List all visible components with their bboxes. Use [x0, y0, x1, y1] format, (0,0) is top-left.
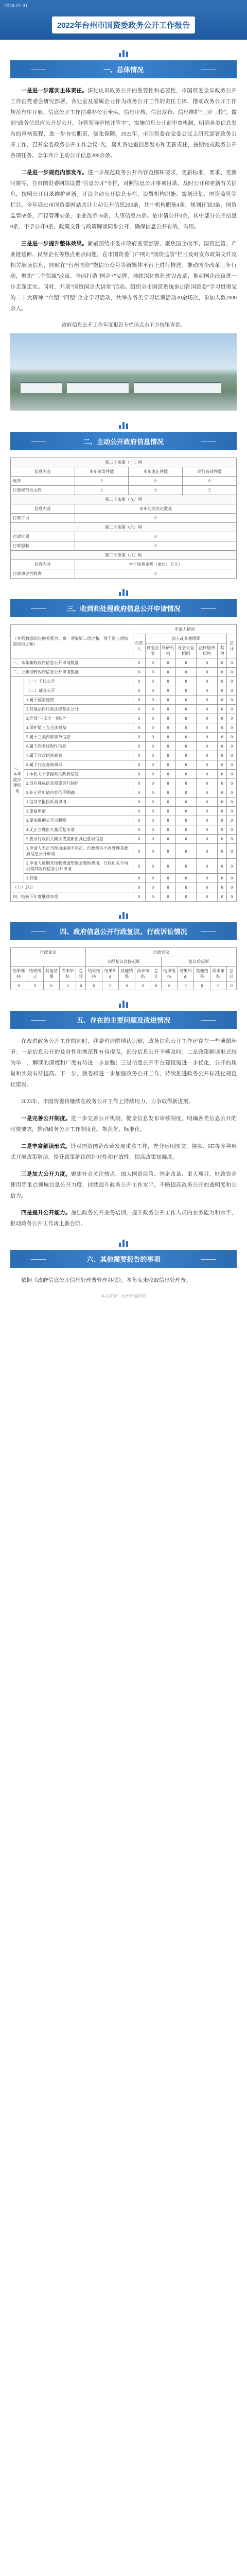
table-row	[11, 788, 237, 798]
table-cell: 0	[161, 723, 176, 733]
row-label: 3.要求提供公开出版物	[24, 816, 133, 825]
table-cell: 0	[133, 807, 145, 816]
row-label: 2.重复申请	[24, 807, 133, 816]
outcome-header: 结果纠正	[27, 967, 43, 981]
table-cell: 0	[227, 696, 237, 705]
table-cell: 0	[145, 798, 161, 807]
table-cell: 0	[227, 714, 237, 723]
table-cell: 0	[227, 723, 237, 733]
table-cell: 0	[227, 779, 237, 788]
table-row	[11, 807, 237, 816]
table-cell: 0	[133, 723, 145, 733]
table-cell: 0	[197, 798, 218, 807]
date-bar	[0, 0, 247, 11]
row-label: 6.属于四类过程性信息	[24, 742, 133, 751]
table-row	[11, 760, 237, 770]
table-cell: 0	[161, 696, 176, 705]
table-cell: 0	[197, 835, 218, 844]
table-cell: 0	[145, 859, 161, 874]
table-cell: 0	[145, 816, 161, 825]
table-cell: 0	[217, 760, 227, 770]
overview-paragraph-2: 二是进一步规范内部发布。进一步规范政务公开内容范围和要求，更新标准、要求、更新时限等，在市国资委网站设置“信息公开”专栏，对照信息公开事项目录，及时公开和更新有关信息，按照公开目录维护更新。开设主动公开信息专栏，设置机构职能、规划计划、国资监管等栏目。全年通过市国资委网站共计主动公开信息203条，其中机构职能4条，规划计划3条，国资监管59条，产权管理52条，企业改革16条，人事信息25条。依申请公开0条，其中部分公开信息0条，不予公开0条。政策文件与政策解读同步公开，确保信息公开有效、有用。	[10, 170, 237, 230]
table-cell: 0	[133, 844, 145, 859]
table-cell: 0	[217, 705, 227, 714]
problems-paragraph-2: 2023年，市国资委将继续在政务公开工作上持续用力，力争取得新进展。	[21, 1099, 194, 1105]
row-label: 8.属于行政查询事项	[24, 760, 133, 770]
table-row	[11, 677, 237, 686]
table-cell: 0	[145, 677, 161, 686]
table-cell: 0	[102, 981, 119, 990]
table-cell: 0	[227, 844, 237, 859]
table-cell: 0	[227, 835, 237, 844]
table-cell: 0	[217, 779, 227, 788]
table-cell: 0	[145, 807, 161, 816]
table-cell: 0	[133, 677, 145, 686]
table-cell: 0	[194, 981, 210, 990]
table-cell: 0	[161, 668, 176, 677]
table-row	[11, 770, 237, 779]
applicant-type-header: 科研机构	[161, 643, 176, 658]
row-label: （七）总计	[11, 883, 133, 892]
table-cell: 0	[161, 835, 176, 844]
row-label: 2.没有现成信息需要另行制作	[24, 779, 133, 788]
applicant-type-header: 商业企业	[145, 643, 161, 658]
table-cell: 0	[145, 883, 161, 892]
overview-note: 政府信息公开工作年度报告专栏请点击下方按钮查看。	[62, 323, 185, 328]
table-row	[11, 658, 237, 668]
section-title-requests: 三、收到和处理政府信息公开申请情况	[10, 599, 237, 617]
section-bar-icon	[10, 421, 237, 429]
table-cell: 0	[175, 677, 197, 686]
row-label: 1.属于国家秘密	[24, 696, 133, 705]
table-cell: 0	[197, 770, 218, 779]
outcome-header: 总计	[76, 967, 86, 981]
table-cell: 0	[217, 686, 227, 696]
table-cell: 0	[175, 779, 197, 788]
table-cell: 0	[175, 686, 197, 696]
table-cell: 0	[175, 751, 197, 760]
table-cell: 0	[227, 874, 237, 883]
table-cell: 0	[217, 859, 227, 874]
table-cell: 0	[133, 779, 145, 788]
report-title: 2022年台州市国资委政务公开工作报告	[52, 16, 195, 33]
table-cell: 0	[27, 981, 43, 990]
table-cell: 0	[175, 816, 197, 825]
table-cell: 0	[175, 788, 197, 798]
outcome-header: 尚未审结	[60, 967, 76, 981]
table-cell: 0	[217, 798, 227, 807]
table-cell: 0	[161, 770, 176, 779]
table-cell: 0	[175, 835, 197, 844]
table-cell: 0	[197, 760, 218, 770]
table-cell: 0	[217, 723, 227, 733]
section-bar-icon	[10, 588, 237, 596]
table-cell: 0	[133, 686, 145, 696]
table-cell: 0	[133, 760, 145, 770]
table-cell: 0	[145, 835, 161, 844]
row-label: 3.其他	[24, 874, 133, 883]
hero-banner	[0, 11, 247, 40]
source-note: 本文来源：台州市国资委	[101, 1294, 146, 1298]
section-bar-icon	[10, 1239, 237, 1247]
row-label: 5.属于三类内部事务信息	[24, 733, 133, 742]
table-cell: 0	[227, 892, 237, 902]
table-cell: 0	[133, 825, 145, 835]
table-cell: 0	[145, 714, 161, 723]
table-cell: 0	[197, 807, 218, 816]
table-cell: 0	[145, 723, 161, 733]
table-cell: 0	[227, 798, 237, 807]
table-row	[11, 874, 237, 883]
outcome-header: 结果纠正	[102, 967, 119, 981]
table-row	[11, 883, 237, 892]
table-cell: 0	[145, 760, 161, 770]
table-cell: 0	[175, 714, 197, 723]
table-cell: 0	[133, 835, 145, 844]
problems-paragraph-1: 在改进政务公开工作的同时，我委也清醒地认识到，政务信息公开工作还存在一些薄弱环节：一是信息公开的及时性和规范性有待提高，部分信息公开不够及时；二是政策解读形式较为单一，解读的深度和广度有待进一步加强；三是信息公开平台建设需进一步优化，公开的质量和实效有待提高。下一步，我委将进一步加强政务公开工作，持续推进政务公开标准化规范化建设。	[10, 1039, 237, 1088]
applicant-type-header: 其他	[217, 643, 227, 658]
table-cell: 0	[145, 874, 161, 883]
table-cell: 0	[227, 807, 237, 816]
table-cell: 0	[227, 883, 237, 892]
table-row	[11, 733, 237, 742]
table-cell: 0	[145, 705, 161, 714]
table-row	[11, 696, 237, 705]
table-cell: 0	[161, 705, 176, 714]
table-cell: 0	[197, 751, 218, 760]
table-cell: 0	[197, 742, 218, 751]
outcome-header: 其他结果	[43, 967, 60, 981]
table-row	[11, 705, 237, 714]
table-cell: 0	[133, 714, 145, 723]
table-cell: 0	[161, 686, 176, 696]
table-cell: 0	[145, 751, 161, 760]
table-cell: 0	[197, 705, 218, 714]
table-cell: 0	[227, 760, 237, 770]
table-row	[11, 742, 237, 751]
table-cell: 0	[197, 874, 218, 883]
table-cell: 0	[197, 714, 218, 723]
table-cell: 0	[197, 892, 218, 902]
table-cell: 0	[161, 751, 176, 760]
table-cell: 0	[161, 981, 178, 990]
table-cell: 0	[217, 892, 227, 902]
table-cell: 0	[133, 668, 145, 677]
table-cell: 0	[161, 807, 176, 816]
section-bar-icon	[10, 49, 237, 57]
section-bar-icon	[10, 999, 237, 1008]
outcome-header: 总计	[226, 967, 236, 981]
table-cell: 0	[161, 825, 176, 835]
row-label: 5.要求行政机关确认或重新出具已获取信息	[24, 835, 133, 844]
table-cell: 0	[217, 825, 227, 835]
table-cell: 0	[227, 751, 237, 760]
table-cell: 0	[227, 816, 237, 825]
table-cell: 0	[175, 723, 197, 733]
table-cell: 0	[197, 677, 218, 686]
table-cell: 0	[133, 742, 145, 751]
table-cell: 0	[197, 825, 218, 835]
outcome-header: 结果维持	[11, 967, 27, 981]
result-group-label: 三、本年度办理结果	[11, 677, 24, 883]
table-cell: 0	[145, 733, 161, 742]
table-cell: 0	[175, 696, 197, 705]
table-cell: 0	[161, 816, 176, 825]
table-cell: 0	[161, 677, 176, 686]
outcome-header: 结果维持	[161, 967, 178, 981]
row-label: 1.申请人无正当理由逾期不补正、行政机关不再处理其政府信息公开申请	[24, 844, 133, 859]
table-cell: 0	[197, 696, 218, 705]
table-cell: 0	[197, 859, 218, 874]
table-cell: 0	[175, 883, 197, 892]
table-row	[11, 798, 237, 807]
table-row	[11, 816, 237, 825]
table-cell: 0	[133, 751, 145, 760]
proactive-disclosure-table: 第二十条第（一）项 信息内容 本年制发件数 本年废止件数 现行有效件数 规章 0 0 0 行政规范性文件 0 0 5 第二十条第（五）项 信息内容 本年处理决定数量 行政许可 0 第二十条第（六）项 行政处罚 0 行政强制 0 第二十条第（八）项 信息内容 本年收费金额（单位：万元） 行政事业性收费 0	[10, 457, 237, 579]
table-cell: 0	[178, 981, 194, 990]
table-cell: 0	[210, 981, 226, 990]
table-row	[11, 825, 237, 835]
review-litigation-table: 行政复议 行政诉讼 未经复议直接起诉 复议后起诉 结果维持 结果纠正 其他结果 尚未审结 总计 结果维持 结果纠正 其他结果 尚未审结 总计 结果维持 结果纠正 其他结果 尚未审结 总计 0 0 0 0 0 0 0 0 0 0 0 0 0 0 0	[10, 947, 237, 990]
row-label: 7.属于行政执法案卷	[24, 751, 133, 760]
table-cell: 0	[76, 981, 86, 990]
table-cell: 0	[145, 658, 161, 668]
table-cell: 0	[197, 844, 218, 859]
table-cell: 0	[217, 658, 227, 668]
outcome-header: 其他结果	[118, 967, 135, 981]
table-cell: 0	[227, 770, 237, 779]
publish-date: 2024-01-31	[4, 3, 28, 8]
problems-paragraph-4: 二是丰富解读形式。针对国资国企改革发展重点工作，充分运用图文、视频、H5等多种形式开展政策解读，提升政策解读的针对性和有效性，提高政策知晓度。	[10, 1144, 237, 1160]
overview-paragraph-3: 三是进一步提升整体效果。紧紧围绕市委市政府重要部署，聚焦国企改革、国资监管、产业链延伸、民营企业等热点难点问题，在市国资委门户网站“国资监管”栏目及时发布政策文件及相关解读信息，同时在“台州国资”微信公众号等新媒体平台上进行推送。推动国企改革三年行动，聚焦“三个领域”改革，全面打造“国企+”品牌，持续深化机制建设改革，推动国企改革进一步走深走实。同时，开展“国资国企大讲堂”活动。组织全市国资系统参加省国资委“学习贯彻党的二十大精神”“六型”“四型”企业学习活动，共举办各类学习培训活动30余场次，参加人数2000余人。	[10, 241, 237, 312]
row-label: （一）予以公开	[24, 677, 133, 686]
table-cell: 0	[197, 686, 218, 696]
requests-table: （本列数据的勾稽关系为：第一项加第二项之和，等于第三项加第四项之和） 申请人情况 自然人 法人或其他组织 总计 商业企业 科研机构 社会公益组织 法律服务机构 其他 一、本年新收政府信息公开申请数量 0 0 0 0 0 0 0 二、上年结转政府信息公开申请数量 0 0 0 0 0 0 0 三、本年度办理结果 （一）予以公开 0 0 0 0 0 0 0 （二）部分公开 0 0 0 0 0 0 0 1.属于国家秘密 0 0 0 0 0 0 0 2.其他法律行政法规禁止公开 0 0 0 0 0 0 0 3.危及“三安全一稳定” 0 0 0 0 0 0 0 4.保护第三方合法权益 0 0 0 0 0 0 0 5.属于三类内部事务信息 0 0 0 0 0 0 0 6.属于四类过程性信息 0 0 0 0 0 0 0 7.属于行政执法案卷 0 0 0 0 0 0 0 8.属于行政查询事项 0 0 0 0 0 0 0 1.本机关不掌握相关政府信息 0 0 0 0 0 0 0 2.没有现成信息需要另行制作 0 0 0 0 0 0 0 3.补正后申请内容仍不明确 0 0 0 0 0 0 0 1.信访举报投诉类申请 0 0 0 0 0 0 0 2.重复申请 0 0 0 0 0 0 0 3.要求提供公开出版物 0 0 0 0 0 0 0 4.无正当理由大量反复申请 0 0 0 0 0 0 0 5.要求行政机关确认或重新出具已获取信息 0 0 0 0 0 0 0 1.申请人无正当理由逾期不补正、行政机关不再处理其政府信息公开申请 0 0 0 0 0 0 0 2.申请人逾期未按收费通知要求缴纳费用、行政机关不再处理其政府信息公开申请 0 0 0 0 0 0 0 3.其他 0 0 0 0 0 0 0 （七）总计 0 0 0 0 0 0 0 四、结转下年度继续办理 0 0 0 0 0 0 0	[10, 624, 237, 902]
table-cell: 0	[175, 770, 197, 779]
row-label: 4.保护第三方合法权益	[24, 723, 133, 733]
table-row	[11, 835, 237, 844]
table-cell: 0	[217, 751, 227, 760]
table-cell: 0	[161, 844, 176, 859]
problems-paragraph-6: 四是提升公开能力。加强政务公开业务培训，提升政务公开工作人员的业务能力和水平，推动政务公开工作再上新台阶。	[10, 1210, 237, 1227]
row-label: 2.其他法律行政法规禁止公开	[24, 705, 133, 714]
table-cell: 0	[227, 825, 237, 835]
table-cell: 0	[145, 779, 161, 788]
row-label: 四、结转下年度继续办理	[11, 892, 133, 902]
table-cell: 0	[197, 883, 218, 892]
table-cell: 0	[161, 892, 176, 902]
table-cell: 0	[197, 788, 218, 798]
table-cell: 0	[133, 859, 145, 874]
row-label: 二、上年结转政府信息公开申请数量	[11, 668, 133, 677]
table-cell: 0	[217, 770, 227, 779]
table-cell: 0	[133, 733, 145, 742]
table-cell: 0	[161, 779, 176, 788]
headquarters-photo	[10, 333, 237, 411]
table-cell: 0	[217, 874, 227, 883]
table-row	[11, 751, 237, 760]
table-row	[11, 844, 237, 859]
table-cell: 0	[227, 668, 237, 677]
section-title-review: 四、政府信息公开行政复议、行政诉讼情况	[10, 922, 237, 940]
row-label: 3.危及“三安全一稳定”	[24, 714, 133, 723]
table-cell: 0	[161, 798, 176, 807]
table-cell: 0	[227, 677, 237, 686]
table-row	[11, 668, 237, 677]
overview-paragraph-1: 一是进一步落实主体责任。深化认识政务公开的重要性和必要性，市国资委全年政务公开工作由党委会研究部署，各处室及委属企业作为政务公开工作的责任主体，推动政务公开工作规范有序开展。信息公开工作由委办公室牵头，信息审核、信息发布、信息维护“三审三校”，做到“政务信息应公开尽公开，分管领导审核并签字”，实施信息公开前审查机制，明确各类信息发布的审核流程，进一步夯实职责，强化保障。2022年，市国资委在党委会议上研究部署政务公开工作，召开全委政务公开工作会议1次，落实各处室信息发布和更新责任，按期完成政务公开各项任务。全年共计主动公开信息200余条。	[10, 88, 237, 159]
table-cell: 0	[217, 677, 227, 686]
other-paragraph: 依据《政府信息公开信息处理费管理办法》，本年度未收取信息处理费。	[21, 1278, 191, 1283]
table-cell: 0	[217, 714, 227, 723]
table-cell: 0	[227, 859, 237, 874]
table-cell: 0	[197, 723, 218, 733]
table-cell: 0	[145, 788, 161, 798]
outcome-header: 总计	[151, 967, 161, 981]
table-cell: 0	[161, 874, 176, 883]
table-cell: 0	[197, 658, 218, 668]
row-label: 一、本年新收政府信息公开申请数量	[11, 658, 133, 668]
table-cell: 0	[43, 981, 60, 990]
table-cell: 0	[133, 770, 145, 779]
table-cell: 0	[197, 779, 218, 788]
table-cell: 0	[161, 788, 176, 798]
outcome-header: 尚未审结	[135, 967, 151, 981]
table-row	[11, 779, 237, 788]
table-cell: 0	[175, 798, 197, 807]
table-cell: 0	[175, 807, 197, 816]
table-cell: 0	[133, 705, 145, 714]
table-cell: 0	[161, 658, 176, 668]
applicant-type-header: 社会公益组织	[175, 643, 197, 658]
table-cell: 0	[145, 696, 161, 705]
table-cell: 0	[86, 981, 102, 990]
section-title-problems: 五、存在的主要问题及改进情况	[10, 1011, 237, 1029]
table-cell: 0	[145, 686, 161, 696]
table-cell: 0	[175, 742, 197, 751]
table-cell: 0	[161, 760, 176, 770]
table-cell: 0	[175, 859, 197, 874]
table-cell: 0	[175, 658, 197, 668]
row-label: 1.本机关不掌握相关政府信息	[24, 770, 133, 779]
table-cell: 0	[227, 658, 237, 668]
table-cell: 0	[133, 874, 145, 883]
table-cell: 0	[175, 733, 197, 742]
table-cell: 0	[161, 714, 176, 723]
table-cell: 0	[217, 883, 227, 892]
row-label: 3.补正后申请内容仍不明确	[24, 788, 133, 798]
table-cell: 0	[151, 981, 161, 990]
table-cell: 0	[217, 816, 227, 825]
outcome-header: 其他结果	[194, 967, 210, 981]
row-label: 2.申请人逾期未按收费通知要求缴纳费用、行政机关不再处理其政府信息公开申请	[24, 859, 133, 874]
table-cell: 0	[161, 859, 176, 874]
section-title-other: 六、其他需要报告的事项	[10, 1250, 237, 1268]
problems-paragraph-3: 一是完善公开制度。进一步完善公开机制，健全信息发布审核制度，明确各类信息公开的时限要求，推动政务公开工作制度化、规范化、标准化。	[10, 1116, 237, 1132]
table-cell: 0	[145, 668, 161, 677]
table-cell: 0	[217, 668, 227, 677]
table-cell: 0	[197, 733, 218, 742]
row-label: （二）部分公开	[24, 686, 133, 696]
problems-paragraph-5: 三是加大公开力度。聚焦社会关注热点，加大国资监管、国企改革、重大项目、财政资金使用等重点领域信息公开力度，持续提升政务公开工作水平，不断提高政务公开的透明度和公信力。	[10, 1172, 237, 1199]
table-cell: 0	[161, 733, 176, 742]
table-row	[11, 723, 237, 733]
applicant-type-header: 法律服务机构	[197, 643, 218, 658]
table-row	[11, 714, 237, 723]
section-title-proactive: 二、主动公开政府信息情况	[10, 432, 237, 450]
table-cell: 0	[175, 892, 197, 902]
outcome-header: 尚未审结	[210, 967, 226, 981]
table-cell: 0	[227, 705, 237, 714]
table-cell: 0	[145, 770, 161, 779]
table-cell: 0	[133, 798, 145, 807]
table-cell: 0	[226, 981, 236, 990]
table-cell: 0	[133, 883, 145, 892]
table-cell: 0	[175, 874, 197, 883]
outcome-header: 结果维持	[86, 967, 102, 981]
table-cell: 0	[133, 892, 145, 902]
table-cell: 0	[145, 742, 161, 751]
table-cell: 0	[145, 892, 161, 902]
table-cell: 0	[11, 981, 27, 990]
table-cell: 0	[118, 981, 135, 990]
outcome-header: 结果纠正	[178, 967, 194, 981]
table-cell: 0	[197, 816, 218, 825]
table-cell: 0	[227, 686, 237, 696]
table-cell: 0	[175, 760, 197, 770]
table-cell: 0	[175, 705, 197, 714]
section-title-overview: 一、总体情况	[10, 60, 237, 78]
table-cell: 0	[217, 807, 227, 816]
table-cell: 0	[175, 668, 197, 677]
table-cell: 0	[133, 788, 145, 798]
table-cell: 0	[133, 658, 145, 668]
section-bar-icon	[10, 911, 237, 919]
table-cell: 0	[133, 816, 145, 825]
table-cell: 0	[60, 981, 76, 990]
table-cell: 0	[145, 825, 161, 835]
table-cell: 0	[161, 883, 176, 892]
table-cell: 0	[145, 844, 161, 859]
table-cell: 0	[175, 844, 197, 859]
table-row	[11, 859, 237, 874]
table-row	[11, 892, 237, 902]
table-cell: 0	[227, 788, 237, 798]
table-cell: 0	[217, 742, 227, 751]
table-cell: 0	[161, 742, 176, 751]
table-cell: 0	[197, 668, 218, 677]
table-cell: 0	[217, 835, 227, 844]
table-cell: 0	[133, 696, 145, 705]
table-cell: 0	[217, 733, 227, 742]
row-label: 4.无正当理由大量反复申请	[24, 825, 133, 835]
table-cell: 0	[227, 742, 237, 751]
row-label: 1.信访举报投诉类申请	[24, 798, 133, 807]
table-row	[11, 686, 237, 696]
table-cell: 0	[217, 696, 227, 705]
table-cell: 0	[217, 788, 227, 798]
table-cell: 0	[217, 844, 227, 859]
table-cell: 0	[135, 981, 151, 990]
table-cell: 0	[227, 733, 237, 742]
table-cell: 0	[175, 825, 197, 835]
